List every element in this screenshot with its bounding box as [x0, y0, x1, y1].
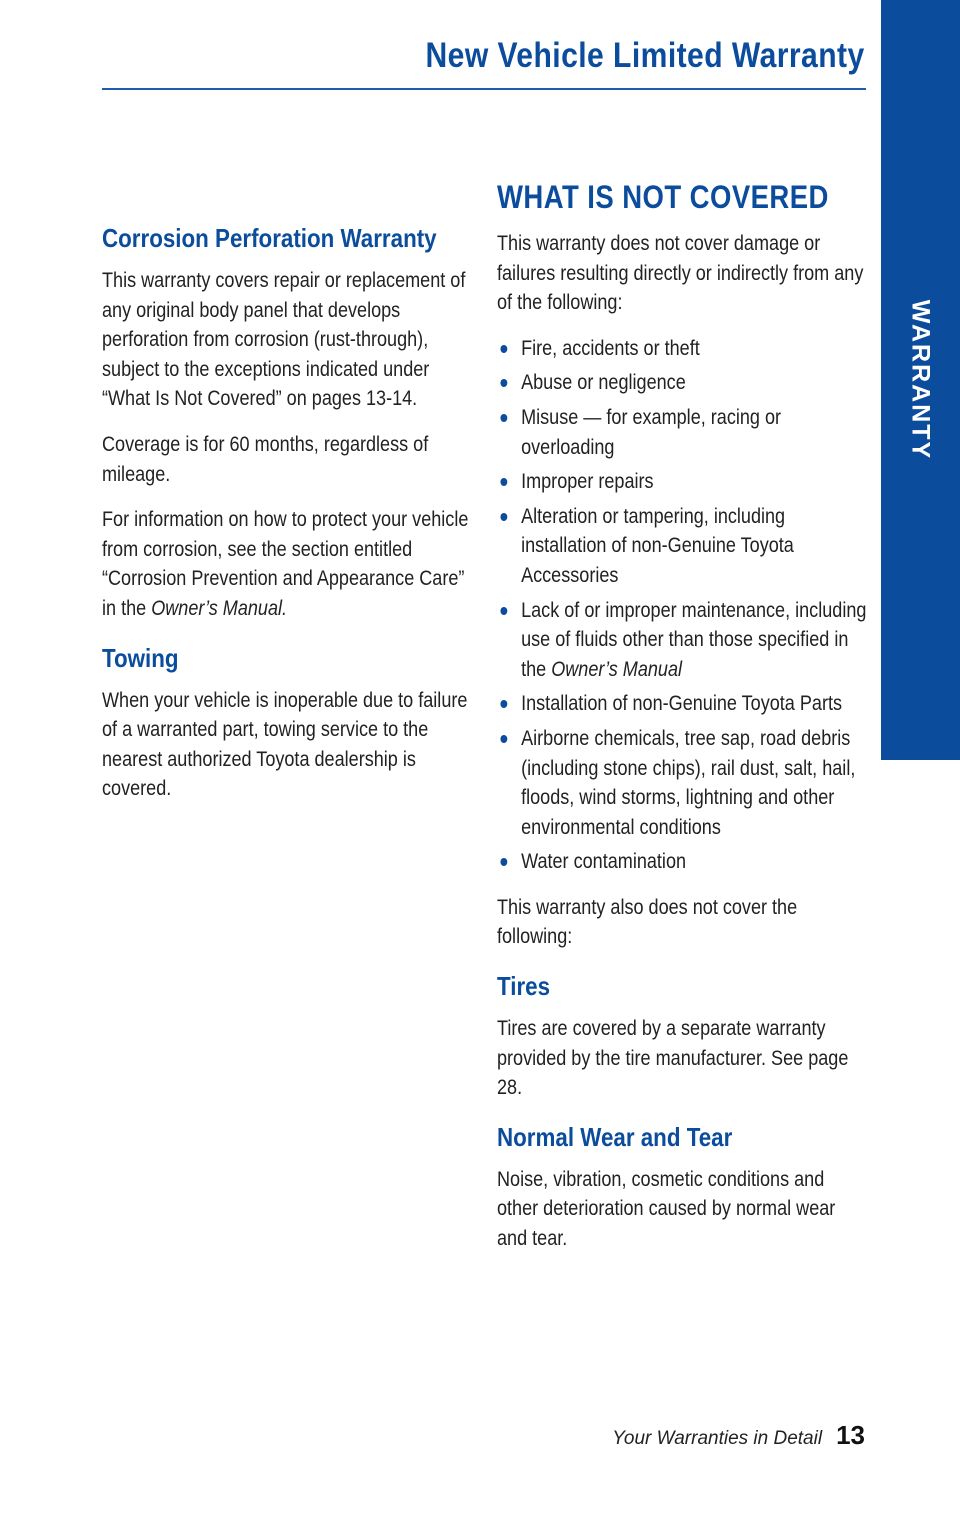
- exclusion-item: [497, 502, 867, 591]
- exclusion-item-text: Alteration or tampering, including installation of non-Genuine Toyota Accessories: [521, 504, 794, 587]
- exclusion-item: [497, 596, 867, 685]
- bullet-dot-icon: [500, 735, 507, 743]
- tires-paragraph: Tires are covered by a separate warranty provided by the tire manufacturer. See page 28.: [497, 1017, 849, 1100]
- corrosion-paragraph-3-text: For information on how to protect your vehicle from corrosion, see the section entitled “Corrosion Prevention and Appearance Care” in the: [102, 508, 469, 620]
- exclusion-item-text: Improper repairs: [521, 470, 654, 494]
- exclusion-item: [497, 689, 867, 719]
- corrosion-heading: Corrosion Perforation Warranty: [102, 223, 437, 253]
- page-number: 13: [836, 1420, 865, 1450]
- exclusion-item: [497, 368, 867, 398]
- bullet-dot-icon: [500, 700, 507, 708]
- exclusion-item-text: Water contamination: [521, 850, 687, 874]
- left-column: [102, 220, 474, 820]
- bullet-dot-icon: [500, 478, 507, 486]
- bullet-dot-icon: [500, 858, 507, 866]
- bullet-dot-icon: [500, 379, 507, 387]
- tires-heading: Tires: [497, 971, 551, 1002]
- exclusions-list: [497, 334, 867, 877]
- exclusion-item-text: Abuse or negligence: [521, 371, 686, 395]
- exclusion-item-text: Misuse — for example, racing or overloading: [521, 405, 782, 459]
- not-covered-heading: WHAT IS NOT COVERED: [497, 179, 829, 215]
- towing-heading: Towing: [102, 642, 179, 673]
- towing-paragraph: When your vehicle is inoperable due to failure of a warranted part, towing service to the nearest authorized Toyota dealership is covered.: [102, 688, 468, 801]
- exclusion-item: [497, 847, 867, 877]
- page-footer: [612, 1420, 865, 1451]
- exclusion-item: [497, 724, 867, 842]
- exclusion-item-text: Fire, accidents or theft: [521, 336, 700, 360]
- corrosion-paragraph-1: This warranty covers repair or replacement of any original body panel that develops perforation from corrosion (rust-through), subject to the exceptions indicated under “What Is Not Covered” on pages 13-14.: [102, 269, 466, 411]
- bullet-dot-icon: [500, 414, 507, 422]
- side-tab-label: WARRANTY: [906, 299, 935, 461]
- bullet-dot-icon: [500, 513, 507, 521]
- exclusion-item-text: Airborne chemicals, tree sap, road debris (including stone chips), rail dust, salt, hail, floods, wind storms, lightning and other environmental conditions: [521, 726, 856, 839]
- exclusion-item-italic: Owner’s Manual: [551, 657, 683, 681]
- not-covered-intro: This warranty does not cover damage or failures resulting directly or indirectly from any of the following:: [497, 232, 864, 315]
- exclusion-item: [497, 334, 867, 364]
- exclusion-item-text: Installation of non-Genuine Toyota Parts: [521, 692, 843, 716]
- corrosion-paragraph-3: [102, 505, 474, 623]
- exclusion-item: [497, 467, 867, 497]
- wear-paragraph: Noise, vibration, cosmetic conditions and other deterioration caused by normal wear and tear.: [497, 1167, 836, 1251]
- title-divider: [102, 88, 866, 90]
- wear-heading: Normal Wear and Tear: [497, 1121, 733, 1152]
- right-column: [497, 176, 867, 1270]
- owners-manual-reference: Owner’s Manual.: [151, 596, 288, 620]
- page-title: New Vehicle Limited Warranty: [425, 36, 865, 75]
- corrosion-paragraph-2: Coverage is for 60 months, regardless of mileage.: [102, 432, 429, 486]
- bullet-dot-icon: [500, 345, 507, 353]
- footer-text: Your Warranties in Detail: [612, 1428, 823, 1449]
- also-not-covered: This warranty also does not cover the following:: [497, 895, 798, 949]
- exclusion-item-text: Lack of or improper maintenance, including use of fluids other than those specified in the: [521, 598, 867, 681]
- exclusion-item: [497, 403, 867, 462]
- bullet-dot-icon: [500, 607, 507, 615]
